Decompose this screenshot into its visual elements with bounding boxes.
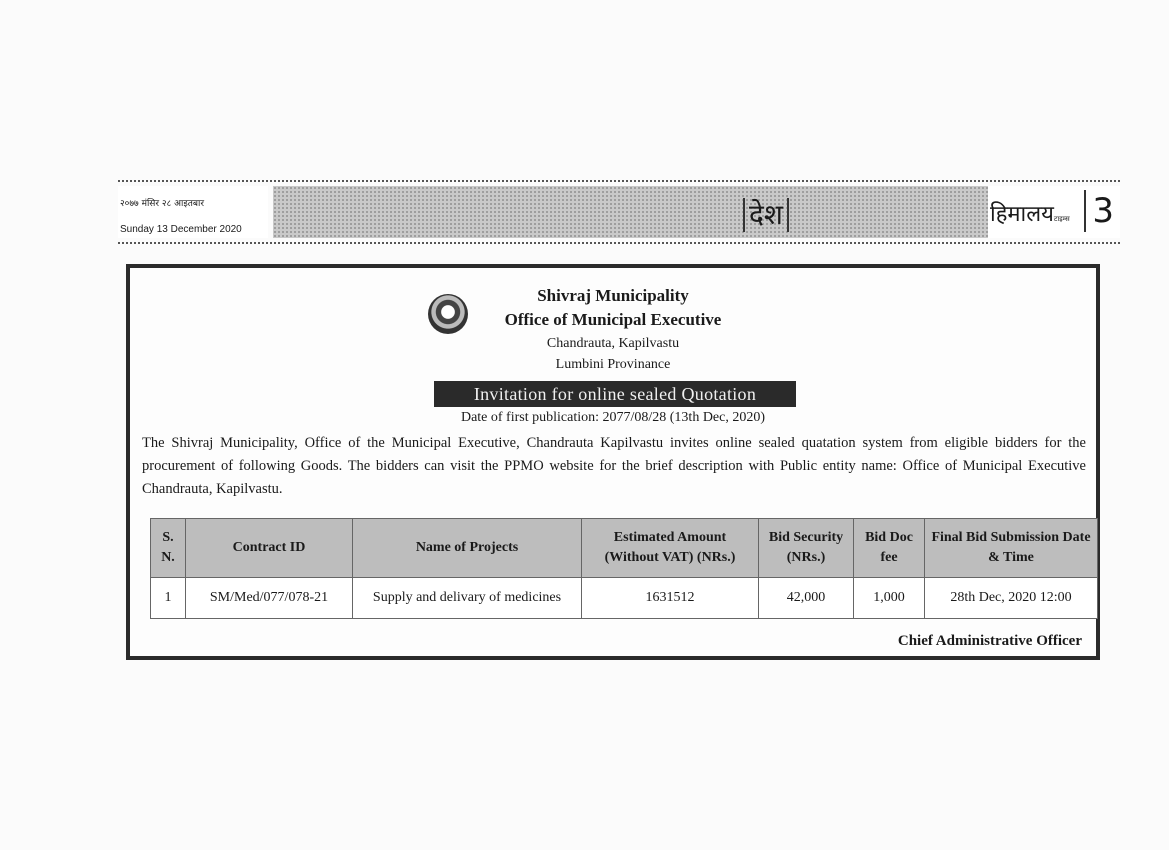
masthead-section-bar <box>273 186 993 238</box>
cell-security: 42,000 <box>759 578 854 619</box>
quotation-notice <box>126 264 1100 660</box>
masthead-top-rule <box>118 180 1120 182</box>
bid-table <box>150 518 1098 619</box>
page-number: 3 <box>1084 190 1114 232</box>
col-fee: Bid Doc fee <box>854 519 925 578</box>
signoff: Chief Administrative Officer <box>897 633 1082 649</box>
masthead-paper-block <box>988 186 1120 238</box>
masthead-english-date: Sunday 13 December 2020 <box>120 224 242 235</box>
office-name: Office of Municipal Executive <box>504 310 722 329</box>
newspaper-masthead <box>118 180 1120 244</box>
masthead-bottom-rule <box>118 242 1120 244</box>
col-security: Bid Security (NRs.) <box>759 519 854 578</box>
section-name: देश <box>743 198 789 232</box>
notice-intro: The Shivraj Municipality, Office of the Municipal Executive, Chandrauta Kapilvastu invites online sealed quatation system from eligible bidders for the procurement of following Goods. The bidders can visit the PPMO website for the brief description with Public entity name: Office of Municipal Executive Chandrauta, Kapilvastu. <box>142 435 1086 497</box>
cell-project: Supply and delivary of medicines <box>353 578 582 619</box>
publication-date: Date of first publication: 2077/08/28 (13th Dec, 2020) <box>460 410 766 425</box>
cell-sn: 1 <box>151 578 186 619</box>
cell-contract-id: SM/Med/077/078-21 <box>186 578 353 619</box>
bid-table-header <box>151 519 1098 578</box>
paper-suffix: टाइम्स <box>1053 215 1070 223</box>
col-amount: Estimated Amount (Without VAT) (NRs.) <box>582 519 759 578</box>
col-deadline: Final Bid Submission Date & Time <box>925 519 1098 578</box>
notice-banner: Invitation for online sealed Quotation <box>434 381 796 407</box>
cell-amount: 1631512 <box>582 578 759 619</box>
masthead-nepali-date: २०७७ मंसिर २८ आइतबार <box>120 199 205 209</box>
paper-name <box>990 198 1070 228</box>
table-row <box>151 578 1098 619</box>
address-line-2: Lumbini Provinance <box>555 357 671 372</box>
org-name: Shivraj Municipality <box>537 286 689 305</box>
cell-deadline: 28th Dec, 2020 12:00 <box>925 578 1098 619</box>
col-project: Name of Projects <box>353 519 582 578</box>
masthead-date-block <box>118 186 268 238</box>
paper-name-text: हिमालय <box>990 202 1054 227</box>
col-sn: S. N. <box>151 519 186 578</box>
address-line-1: Chandrauta, Kapilvastu <box>546 336 680 351</box>
cell-fee: 1,000 <box>854 578 925 619</box>
col-contract-id: Contract ID <box>186 519 353 578</box>
